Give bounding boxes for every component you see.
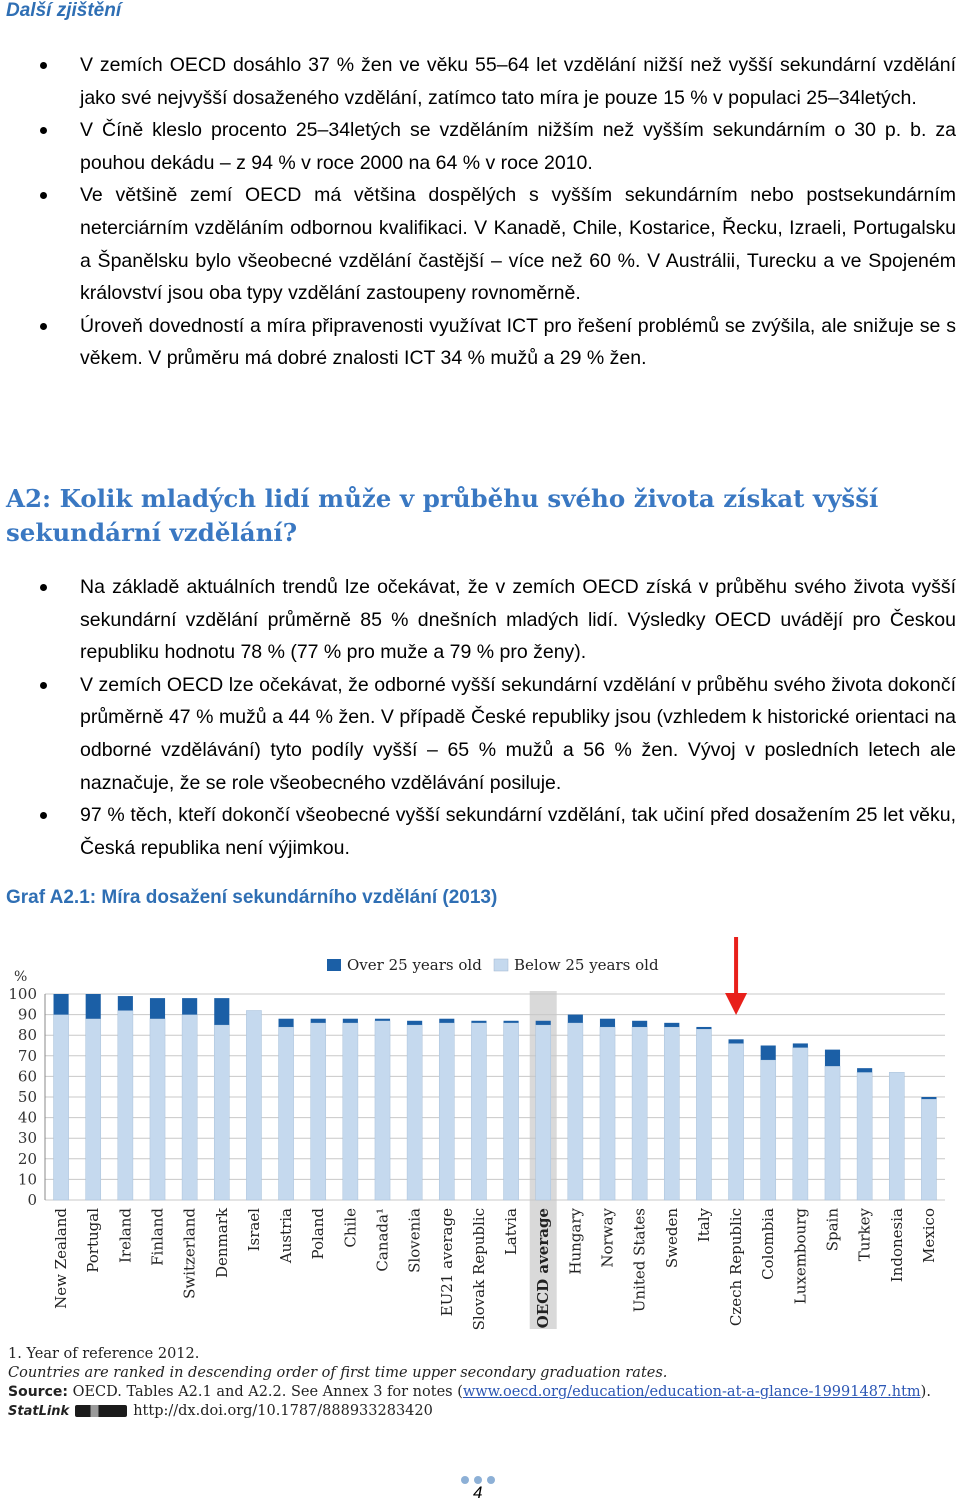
list-item: V zemích OECD lze očekávat, že odborné vyšší sekundární vzdělání v průběhu svého života dokončí průměrně 47 % mužů a 44 % žen. V případě České republiky jsou (vzhledem k historické orientaci na odborné vzdělávání) tyto podíly vyšší – 65 % mužů a 56 % žen. Vývoj v posledních letech ale naznačuje, že se role všeobecného vzdělávání posiluje. — [0, 669, 960, 799]
y-tick-label: 20 — [17, 1149, 37, 1168]
list-item: V zemích OECD dosáhlo 37 % žen ve věku 55–64 let vzdělání nižší než vyšší sekundární vzdělání jako své nejvyšší dosaženého vzdělání, zatímco tato míra je pouze 15 % v populaci 25–34letých. — [0, 49, 960, 114]
bar-over-25 — [471, 1021, 486, 1023]
bar-below-25 — [632, 1027, 647, 1200]
list-item: 97 % těch, kteří dokončí všeobecné vyšší sekundární vzdělání, tak učiní před dosažením 25 let věku, Česká republika není výjimkou. — [0, 799, 960, 864]
list-item: Ve většině zemí OECD má většina dospělých s vyšším sekundárním nebo postsekundárním neterciárním vzděláním odbornou kvalifikaci. V Kanadě, Chile, Kostarice, Řecku, Izraeli, Portugalsku a Španělsku bylo všeobecné vzdělání častější – více než 60 %. V Austrálii, Turecku a ve Spojeném království jsou oba typy vzdělání zastoupeny rovnoměrně. — [0, 179, 960, 309]
bar-below-25 — [568, 1023, 583, 1200]
x-tick-label: Sweden — [662, 1208, 681, 1269]
x-tick-label: Denmark — [212, 1208, 231, 1278]
bar-below-25 — [214, 1025, 229, 1200]
bullet-icon — [40, 812, 47, 819]
a2-list — [0, 571, 960, 864]
bar-over-25 — [632, 1021, 647, 1027]
bar-over-25 — [504, 1021, 519, 1023]
bar-chart — [0, 935, 960, 1335]
statlink-label: StatLink — [8, 1404, 70, 1419]
bar-below-25 — [761, 1060, 776, 1200]
bullet-icon — [40, 192, 47, 199]
list-item: Na základě aktuálních trendů lze očekávat, že v zemích OECD získá v průběhu svého života vyšší sekundární vzdělání průměrně 85 % dnešních mladých lidí. Výsledky OECD uvádějí pro Českou republiku hodnotu 78 % (77 % pro muže a 79 % pro ženy). — [0, 571, 960, 669]
statlink-url[interactable]: http://dx.doi.org/10.1787/888933283420 — [133, 1403, 433, 1419]
x-tick-label: Chile — [341, 1208, 360, 1248]
y-tick-label: 100 — [8, 985, 37, 1003]
bar-over-25 — [86, 994, 101, 1019]
bar-over-25 — [664, 1023, 679, 1027]
dot-icon — [487, 1476, 495, 1484]
list-item: Úroveň dovedností a míra připravenosti využívat ICT pro řešení problémů se zvýšila, ale snižuje se s věkem. V průměru má dobré znalosti ICT 34 % mužů a 29 % žen. — [0, 310, 960, 375]
bullet-icon — [40, 62, 47, 69]
section-heading: Další zjištění — [6, 0, 122, 21]
footer-dots — [461, 1471, 501, 1481]
bar-below-25 — [889, 1072, 904, 1200]
x-tick-label: Canada¹ — [373, 1208, 392, 1272]
x-tick-label: Ireland — [116, 1208, 135, 1263]
legend-swatch-over — [327, 959, 341, 971]
x-tick-label: Israel — [244, 1208, 263, 1252]
bullet-icon — [40, 682, 47, 689]
a2-heading: A2: Kolik mladých lidí může v průběhu svého života získat vyšší sekundární vzdělání? — [6, 484, 879, 547]
bar-over-25 — [214, 998, 229, 1025]
bar-below-25 — [696, 1029, 711, 1200]
y-tick-label: 0 — [27, 1191, 37, 1209]
bar-over-25 — [118, 996, 133, 1010]
statlink-line — [8, 1402, 958, 1421]
bar-below-25 — [118, 1010, 133, 1200]
x-tick-label: Finland — [148, 1208, 167, 1266]
graph-title: Graf A2.1: Míra dosažení sekundárního vzdělání (2013) — [6, 887, 498, 908]
chart-container — [0, 935, 960, 1335]
bar-over-25 — [857, 1068, 872, 1072]
findings-list — [0, 49, 960, 375]
x-tick-label: Portugal — [84, 1208, 103, 1273]
x-tick-label: Hungary — [566, 1208, 585, 1275]
x-tick-label: Luxembourg — [791, 1208, 810, 1305]
chart-notes — [8, 1345, 958, 1421]
list-item: V Číně kleslo procento 25–34letých se vzděláním nižším než vyšším sekundárním o 30 p. b. za pouhou dekádu – z 94 % v roce 2000 na 64 % v roce 2010. — [0, 114, 960, 179]
bar-over-25 — [536, 1021, 551, 1025]
x-tick-label: Indonesia — [887, 1208, 906, 1283]
y-tick-label: 30 — [17, 1129, 37, 1148]
bar-below-25 — [600, 1027, 615, 1200]
bullet-icon — [40, 584, 47, 591]
bar-below-25 — [825, 1066, 840, 1200]
page-number: 4 — [473, 1483, 483, 1502]
bar-below-25 — [921, 1099, 936, 1200]
bar-over-25 — [696, 1027, 711, 1029]
bar-below-25 — [86, 1019, 101, 1200]
bar-over-25 — [343, 1019, 358, 1023]
x-tick-label: Spain — [823, 1208, 842, 1252]
bar-over-25 — [311, 1019, 326, 1023]
bar-below-25 — [246, 1010, 261, 1200]
x-tick-label: Poland — [309, 1208, 328, 1260]
y-tick-label: 40 — [17, 1108, 37, 1127]
bar-over-25 — [921, 1097, 936, 1099]
bar-over-25 — [600, 1019, 615, 1027]
bar-over-25 — [825, 1050, 840, 1066]
bullet-icon — [40, 323, 47, 330]
x-tick-label: Italy — [694, 1208, 713, 1243]
x-tick-label: Norway — [598, 1208, 617, 1268]
y-axis-unit: % — [14, 969, 28, 985]
bar-below-25 — [279, 1027, 294, 1200]
bar-over-25 — [182, 998, 197, 1014]
statlink-logo-icon — [75, 1405, 127, 1417]
bar-over-25 — [375, 1019, 390, 1021]
legend-label-over: Over 25 years old — [347, 956, 482, 974]
bar-below-25 — [375, 1021, 390, 1200]
bar-over-25 — [407, 1021, 422, 1025]
x-tick-label: Switzerland — [180, 1208, 199, 1299]
bar-over-25 — [793, 1043, 808, 1047]
red-arrow-icon — [725, 993, 747, 1015]
bar-below-25 — [471, 1023, 486, 1200]
bar-over-25 — [761, 1046, 776, 1060]
bar-below-25 — [793, 1048, 808, 1200]
bullet-icon — [40, 127, 47, 134]
x-tick-label: Turkey — [855, 1208, 874, 1262]
bar-over-25 — [568, 1015, 583, 1023]
bar-below-25 — [439, 1023, 454, 1200]
bar-below-25 — [504, 1023, 519, 1200]
bar-below-25 — [182, 1015, 197, 1200]
bar-below-25 — [311, 1023, 326, 1200]
legend-label-below: Below 25 years old — [514, 956, 659, 974]
source-link[interactable]: www.oecd.org/education/education-at-a-glance-19991487.htm — [462, 1384, 921, 1400]
bar-over-25 — [150, 998, 165, 1019]
x-tick-label: Slovak Republic — [469, 1208, 488, 1331]
bar-over-25 — [729, 1039, 744, 1043]
legend-swatch-below — [494, 959, 508, 971]
note-year: 1. Year of reference 2012. — [8, 1346, 200, 1362]
x-tick-label: Colombia — [759, 1208, 778, 1280]
bar-below-25 — [150, 1019, 165, 1200]
bar-below-25 — [664, 1027, 679, 1200]
y-tick-label: 80 — [17, 1026, 37, 1045]
x-tick-label: Austria — [277, 1208, 296, 1264]
bar-below-25 — [857, 1072, 872, 1200]
source-line: Source: OECD. Tables A2.1 and A2.2. See Annex 3 for notes (www.oecd.org/education/education-at-a-glance-19991487.htm). — [8, 1384, 931, 1400]
y-tick-label: 90 — [17, 1005, 37, 1024]
x-tick-label: Czech Republic — [727, 1208, 746, 1327]
y-tick-label: 60 — [17, 1067, 37, 1086]
y-tick-label: 10 — [17, 1170, 37, 1189]
x-tick-label: New Zealand — [52, 1208, 71, 1309]
bar-over-25 — [439, 1019, 454, 1023]
x-tick-label: Latvia — [502, 1208, 521, 1256]
bar-below-25 — [536, 1025, 551, 1200]
x-tick-label: EU21 average — [437, 1208, 456, 1317]
bar-over-25 — [279, 1019, 294, 1027]
x-tick-label: Slovenia — [405, 1208, 424, 1273]
x-tick-label: OECD average — [534, 1208, 553, 1329]
note-ranking: Countries are ranked in descending order of first time upper secondary graduation rates. — [8, 1365, 668, 1381]
bar-below-25 — [54, 1015, 69, 1200]
bar-over-25 — [54, 994, 69, 1015]
x-tick-label: Mexico — [919, 1208, 938, 1263]
bar-below-25 — [407, 1025, 422, 1200]
bar-below-25 — [729, 1043, 744, 1200]
y-tick-label: 70 — [17, 1046, 37, 1065]
dot-icon — [461, 1476, 469, 1484]
y-tick-label: 50 — [17, 1088, 37, 1106]
bar-below-25 — [343, 1023, 358, 1200]
x-tick-label: United States — [630, 1208, 649, 1313]
